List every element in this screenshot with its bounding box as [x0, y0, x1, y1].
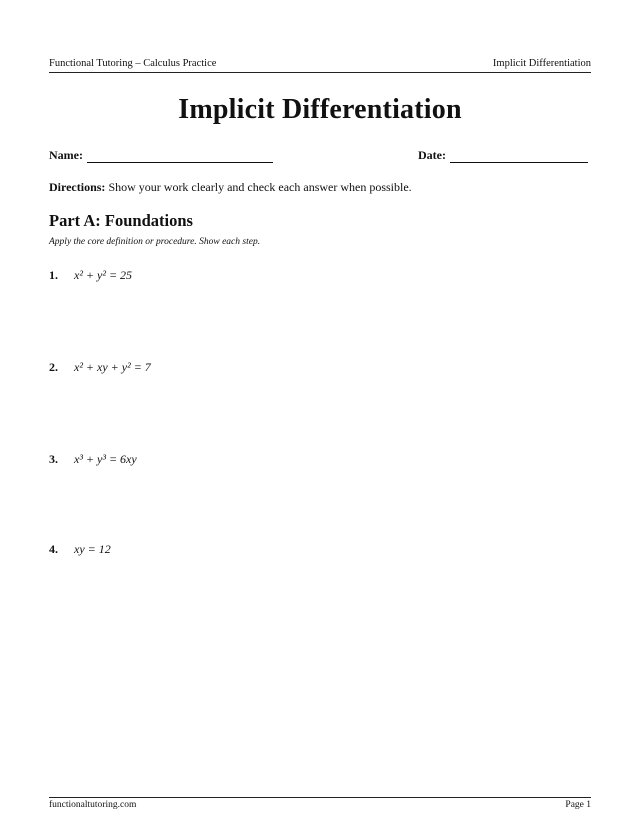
problem-number: 1.	[49, 268, 58, 282]
directions-text: Show your work clearly and check each answer when possible.	[108, 180, 412, 194]
problem-expression: x² + y² = 25	[74, 268, 133, 282]
page-header	[49, 58, 591, 73]
problem-expression: x³ + y³ = 6xy	[74, 452, 137, 466]
directions	[49, 180, 412, 195]
footer-site-link[interactable]: functionaltutoring.com	[49, 800, 137, 810]
name-field	[49, 148, 273, 163]
header-left-text: Functional Tutoring – Calculus Practice	[49, 58, 217, 69]
problem-item	[49, 452, 137, 467]
problem-number: 2.	[49, 360, 58, 374]
header-right-text: Implicit Differentiation	[492, 58, 591, 69]
problem-expression: x² + xy + y² = 7	[74, 360, 151, 374]
section-subtitle: Apply the core definition or procedure. Show each step.	[49, 237, 261, 247]
problem-item	[49, 268, 132, 283]
page-title: Implicit Differentiation	[178, 94, 462, 125]
date-label: Date:	[418, 148, 446, 162]
name-blank-line[interactable]	[87, 150, 273, 163]
section-title: Part A: Foundations	[49, 211, 193, 230]
date-blank-line[interactable]	[450, 150, 588, 163]
problem-item	[49, 360, 151, 375]
problem-number: 4.	[49, 542, 58, 556]
problem-item	[49, 542, 111, 557]
name-label: Name:	[49, 148, 83, 162]
problem-number: 3.	[49, 452, 58, 466]
problem-expression: xy = 12	[74, 542, 111, 556]
date-field	[418, 148, 588, 163]
page-footer	[49, 797, 591, 810]
footer-page-number: Page 1	[565, 800, 591, 810]
directions-label: Directions:	[49, 180, 106, 194]
